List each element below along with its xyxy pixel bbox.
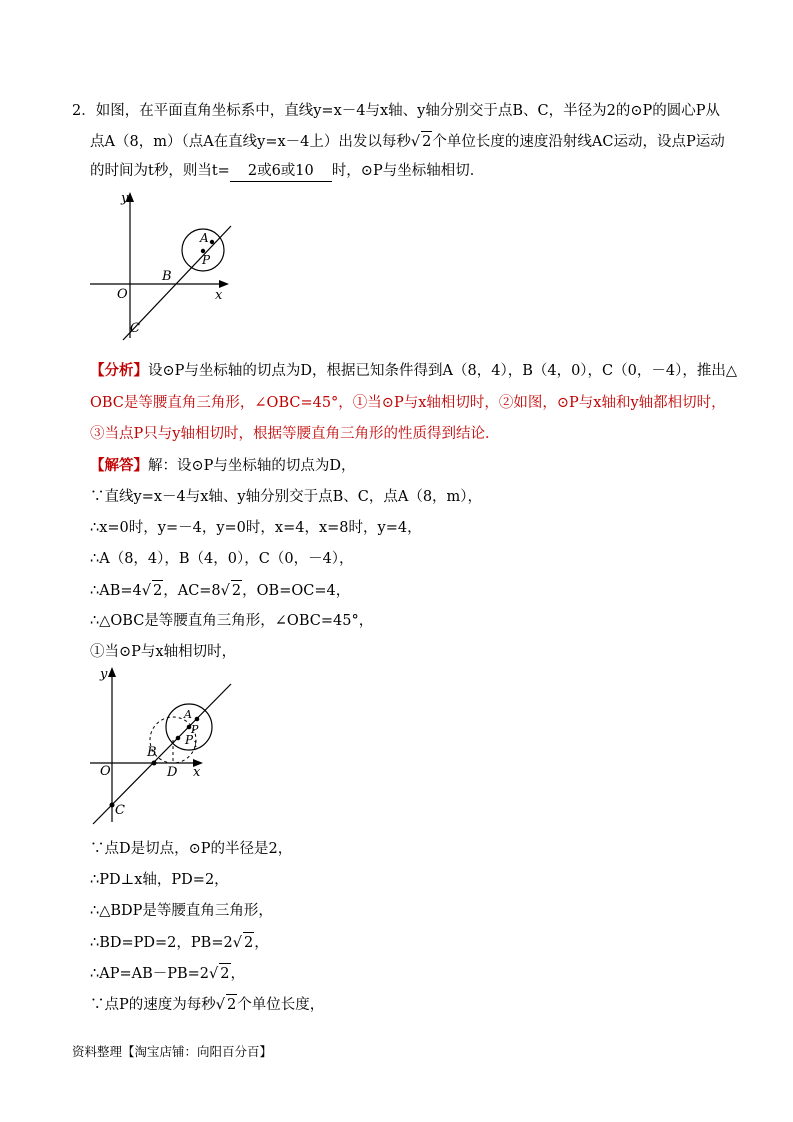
fig2-label-c: C [115, 803, 125, 818]
solution-tag: 【解答】 [90, 457, 148, 474]
fig1-label-p: P [202, 253, 211, 267]
sqrt-symbol: √ 2 [233, 932, 254, 953]
sol5b: ，AC=8 [163, 583, 221, 599]
problem-number: 2． [72, 103, 96, 119]
problem-text-2b: 个单位长度的速度沿射线AC运动，设点P运动 [432, 134, 725, 150]
sqrt-symbol: √ 2 [209, 963, 230, 984]
analysis-text-1: 设⊙P与坐标轴的切点为D，根据已知条件得到A（8，4），B（4，0），C（0，－4），推出△ [148, 363, 738, 379]
solution-line-6: ∴△OBC是等腰直角三角形，∠OBC=45°， [90, 613, 374, 629]
sqrt-radicand: 2 [421, 131, 432, 152]
sol5c: ，OB=OC=4， [242, 583, 351, 599]
problem-line-2 [90, 131, 725, 152]
figure-1 [85, 188, 245, 348]
fig2-label-p1-sub: 1 [193, 740, 199, 749]
solution-line-12 [90, 963, 245, 984]
sol13a: ∵点P的速度为每秒 [90, 997, 216, 1013]
solution-line-9: ∴PD⊥x轴，PD=2， [90, 872, 229, 888]
analysis-line-2: OBC是等腰直角三角形，∠OBC=45°，①当⊙P与x轴相切时，②如图，⊙P与x轴和y轴都相切时， [90, 395, 726, 411]
figure-2 [85, 662, 245, 832]
solution-line-13 [90, 994, 324, 1015]
sol12b: ， [230, 966, 246, 982]
sqrt-radicand: 2 [231, 580, 242, 601]
analysis-tag: 【分析】 [90, 362, 148, 379]
fig2-label-p: P [191, 723, 199, 736]
sqrt-radicand: 2 [219, 963, 230, 984]
solution-line-8: ∵点D是切点，⊙P的半径是2， [90, 841, 293, 857]
solution-line-11 [90, 932, 269, 953]
analysis-line-1 [90, 361, 737, 381]
fig1-label-c: C [130, 321, 140, 336]
problem-text-3b: 时，⊙P与坐标轴相切． [331, 163, 485, 179]
solution-text-1: 解：设⊙P与坐标轴的切点为D， [148, 458, 356, 474]
problem-text-2a: 点A（8，m）（点A在直线y=x－4上）出发以每秒 [90, 134, 411, 150]
problem-text-3a: 的时间为t秒，则当t= [90, 163, 230, 179]
fig1-label-b: B [162, 269, 172, 284]
fig2-label-a: A [184, 708, 192, 721]
fig2-label-x: x [193, 765, 201, 780]
sol5a: ∴AB=4 [90, 583, 142, 599]
analysis-line-3: ③当点P只与y轴相切时，根据等腰直角三角形的性质得到结论． [90, 426, 500, 442]
fig2-label-o: O [100, 764, 111, 779]
solution-line-1 [90, 456, 356, 476]
sqrt-radicand: 2 [243, 932, 254, 953]
fig2-label-d: D [167, 765, 178, 780]
sqrt-symbol: √ 2 [221, 580, 242, 601]
sqrt-symbol: √ 2 [142, 580, 163, 601]
solution-line-4: ∴A（8，4），B（4，0），C（0，－4）， [90, 551, 354, 567]
sol12a: ∴AP=AB－PB=2 [90, 966, 210, 982]
sqrt-radicand: 2 [226, 994, 237, 1015]
sol13b: 个单位长度， [237, 997, 325, 1013]
answer-blank: 2或6或10 [230, 161, 332, 182]
fig2-label-p1: P [185, 733, 194, 747]
sqrt-radicand: 2 [152, 580, 163, 601]
footer-credit: 资料整理【淘宝店铺：向阳百分百】 [72, 1044, 273, 1059]
solution-line-10: ∴△BDP是等腰直角三角形， [90, 903, 273, 919]
fig1-label-o: O [117, 287, 128, 302]
fig2-label-y: y [100, 667, 108, 682]
sqrt-symbol: √ 2 [216, 994, 237, 1015]
fig1-label-x: x [215, 288, 223, 303]
solution-line-2: ∵直线y=x－4与x轴、y轴分别交于点B、C，点A（8，m）， [90, 489, 483, 505]
solution-line-5 [90, 580, 350, 601]
fig1-label-a: A [200, 231, 209, 245]
solution-line-7: ①当⊙P与x轴相切时， [90, 644, 237, 660]
solution-line-3: ∴x=0时，y=－4，y=0时，x=4，x=8时，y=4， [90, 520, 422, 536]
problem-line-3 [90, 161, 484, 182]
fig1-label-y: y [121, 191, 129, 206]
fig2-label-b: B [147, 745, 157, 760]
sol11b: ， [254, 935, 269, 951]
sol11a: ∴BD=PD=2，PB=2 [90, 935, 233, 951]
problem-text-1: 如图，在平面直角坐标系中，直线y=x－4与x轴、y轴分别交于点B、C，半径为2的⊙P的圆心P从 [95, 103, 720, 119]
sqrt-symbol: √ 2 [411, 131, 432, 152]
problem-line-1 [72, 101, 720, 121]
